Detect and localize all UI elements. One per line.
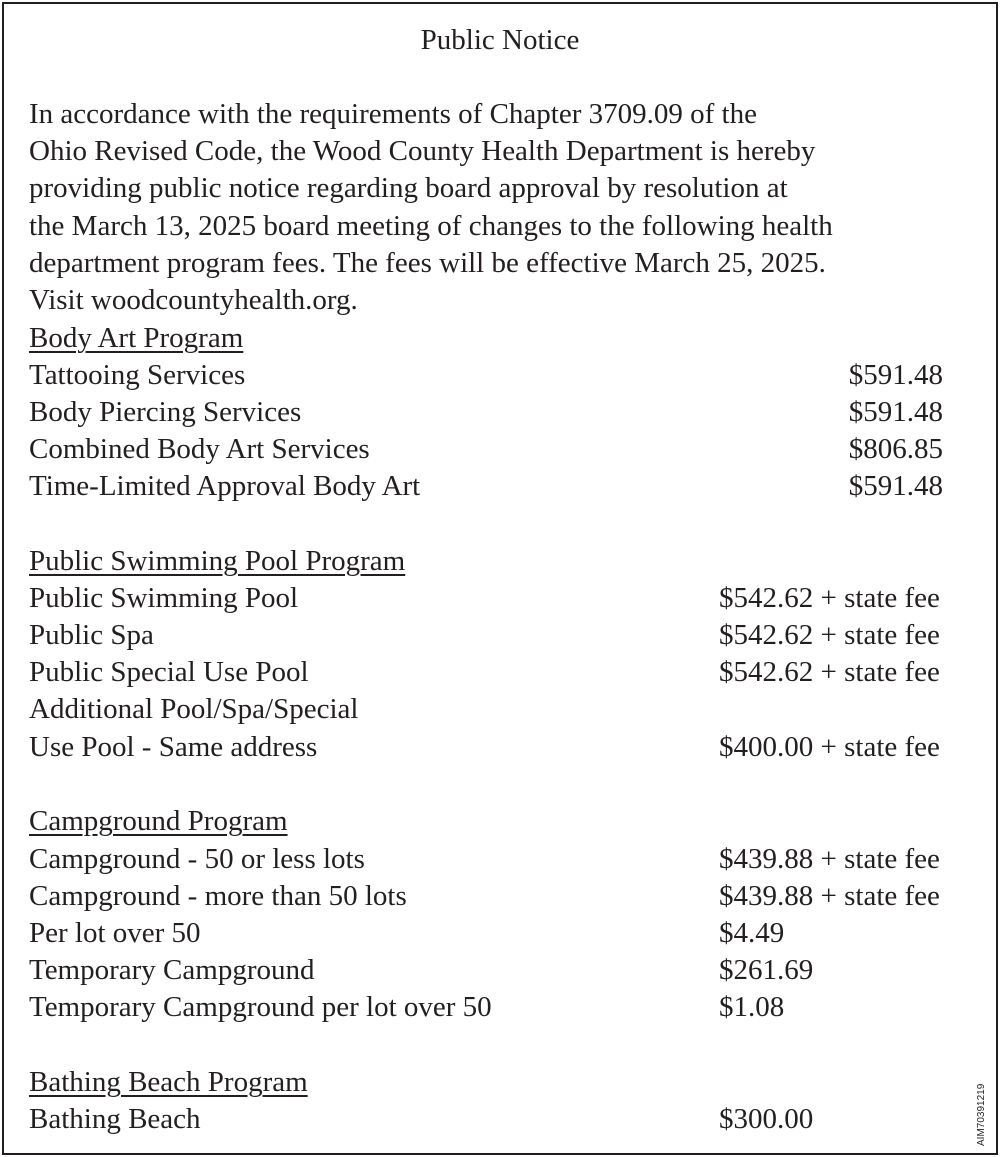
fee-label: Public Swimming Pool (29, 582, 299, 614)
pool-heading: Public Swimming Pool Program (29, 545, 406, 577)
fee-label: Public Special Use Pool (29, 656, 309, 688)
fee-label: Temporary Campground (29, 954, 315, 986)
fee-label: Additional Pool/Spa/Special (29, 693, 359, 725)
fee-label: Bathing Beach (29, 1103, 201, 1135)
beach-heading: Bathing Beach Program (29, 1066, 308, 1098)
intro-line: In accordance with the requirements of Chapter 3709.09 of the (29, 98, 757, 130)
intro-line: providing public notice regarding board approval by resolution at (29, 172, 788, 205)
fee-price: $439.88 + state fee (719, 880, 940, 912)
fee-label: Temporary Campground per lot over 50 (29, 991, 492, 1023)
intro-line: department program fees. The fees will be effective March 25, 2025. (29, 246, 826, 279)
fee-price: $400.00 + state fee (719, 731, 940, 763)
campground-heading: Campground Program (29, 805, 288, 837)
fee-label: Public Spa (29, 619, 154, 651)
fee-label: Use Pool - Same address (29, 731, 318, 763)
fee-price: $542.62 + state fee (719, 656, 940, 688)
fee-label: Combined Body Art Services (29, 433, 370, 465)
fee-price: $4.49 (719, 917, 785, 949)
fee-price: $591.48 (848, 470, 943, 502)
intro-line: Visit woodcountyhealth.org. (29, 284, 358, 317)
fee-label: Campground - 50 or less lots (29, 843, 365, 875)
fee-label: Time-Limited Approval Body Art (29, 470, 421, 502)
notice-title: Public Notice (420, 24, 580, 56)
body-art-heading: Body Art Program (29, 322, 244, 354)
fee-price: $806.85 (848, 433, 943, 465)
fee-price: $1.08 (719, 991, 785, 1023)
notice-intro (29, 96, 989, 319)
fee-label: Body Piercing Services (29, 396, 302, 428)
intro-line: Ohio Revised Code, the Wood County Health Department is hereby (29, 135, 816, 168)
fee-price: $439.88 + state fee (719, 843, 940, 875)
fee-price: $591.48 (848, 359, 943, 391)
fee-price: $300.00 (719, 1103, 814, 1135)
intro-line: the March 13, 2025 board meeting of changes to the following health (29, 209, 833, 242)
fee-label: Tattooing Services (29, 359, 246, 391)
fee-price: $591.48 (848, 396, 943, 428)
fee-price: $542.62 + state fee (719, 619, 940, 651)
fee-price: $261.69 (719, 954, 814, 986)
ad-code: AIM70391219 (976, 1083, 987, 1146)
fee-label: Per lot over 50 (29, 917, 201, 949)
fee-price: $542.62 + state fee (719, 582, 940, 614)
fee-label: Campground - more than 50 lots (29, 880, 407, 912)
